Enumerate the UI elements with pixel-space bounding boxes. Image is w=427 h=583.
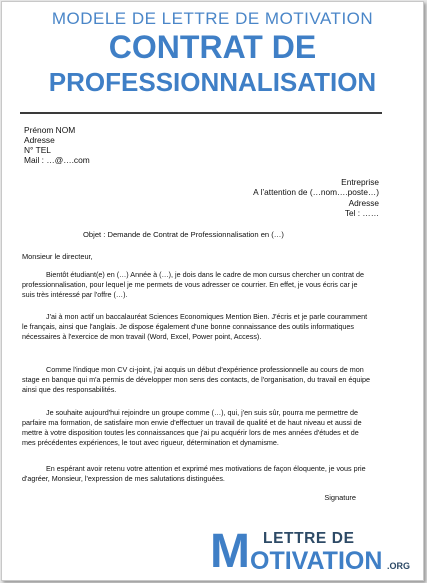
header-title-line2: PROFESSIONNALISATION (48, 67, 377, 97)
paragraph-3-text: Comme l'indique mon CV ci-joint, j'ai acquis un début d'expérience professionnelle au cours de mon stage en banque qui m'a permis de développer mon sens des contacts, de l'organisation, du travail en équipe ainsi que des responsabilités. (22, 365, 370, 394)
paragraph-1-text: Bientôt étudiant(e) en (…) Année à (…), je dois dans le cadre de mon cursus chercher un contrat de professionnalisation, pour lequel je me permets de vous adresser ce courrier. En effet, je vous écris car je suis très intéressé par l'offre (…). (22, 270, 365, 299)
signature: Signature (324, 493, 356, 502)
paragraph-1 (22, 270, 370, 300)
header-title-line1: CONTRAT DE (108, 29, 317, 65)
salutation: Monsieur le directeur, (22, 252, 93, 261)
sender-email: Mail : …@….com (24, 155, 90, 165)
logo-main-text: OTIVATION (250, 547, 383, 575)
paragraph-5 (22, 464, 370, 484)
paragraph-2-text: J'ai à mon actif un baccalauréat Sciences Economiques Mention Bien. J'écris et je parle couramment le français, ainsi que l'anglais. Je dispose également d'une bonne connaissance des outils informatiques nécessaires à l'exercice de mon travail (Word, Excel, Power point, Access). (22, 312, 368, 341)
recipient-phone: Tel : …… (344, 208, 379, 218)
sender-phone: N° TEL (24, 145, 51, 155)
header-subtitle: MODELE DE LETTRE DE MOTIVATION (51, 9, 374, 28)
paragraph-5-text: En espérant avoir retenu votre attention et exprimé mes motivations de façon éloquente, je vous prie d'agréer, Monsieur, l'expression de mes salutations distinguées. (22, 464, 366, 483)
paragraph-4-text: Je souhaite aujourd'hui rejoindre un groupe comme (…), qui, j'en suis sûr, pourra me permettre de parfaire ma formation, de satisfaire mon envie d'effectuer un travail de qualité et de haut niveau et aussi de mettre à votre disposition toutes les connaissances que j'ai pu acquérir lors de mes années d'études et de mes précédentes expériences, le tout avec rigueur, détermination et dynamisme. (22, 408, 362, 447)
letter-page (1, 1, 424, 581)
recipient-company: Entreprise (341, 177, 379, 187)
paragraph-4 (22, 408, 370, 448)
paragraph-2 (22, 312, 370, 342)
recipient-attention: A l’attention de (…nom….poste…) (253, 187, 379, 197)
logo-top-text: LETTRE DE (263, 530, 355, 547)
paragraph-3 (22, 365, 370, 395)
recipient-address: Adresse (348, 198, 379, 208)
logo-suffix: .ORG (387, 561, 411, 571)
logo-initial: M (210, 525, 250, 578)
sender-name: Prénom NOM (24, 125, 76, 135)
header-divider (20, 112, 382, 114)
lettre-de-motivation-logo (209, 525, 419, 578)
sender-address: Adresse (24, 135, 55, 145)
letter-object: Objet : Demande de Contrat de Professionnalisation en (…) (83, 230, 284, 239)
